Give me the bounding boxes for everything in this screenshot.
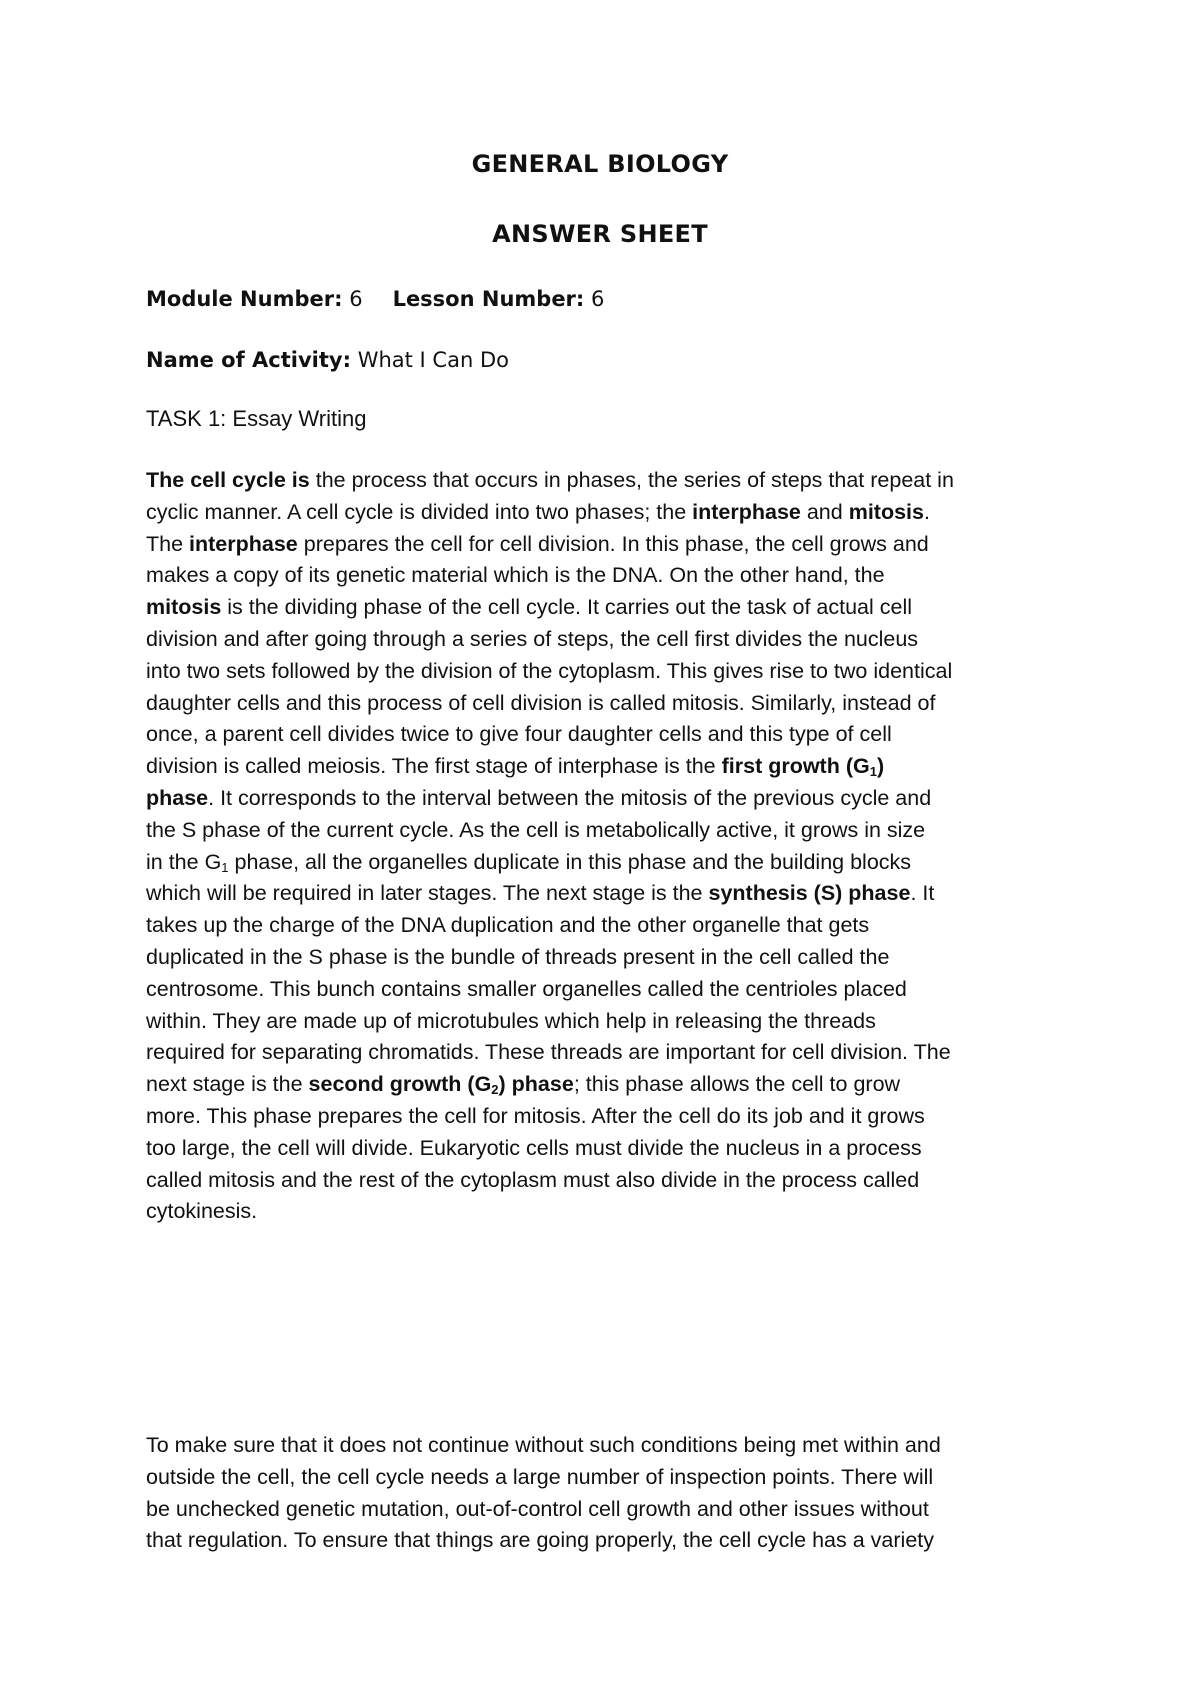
text-run: into two sets followed by the division of the cytoplasm. This gives rise to two identical bbox=[146, 658, 953, 683]
text-line bbox=[146, 624, 1066, 656]
lesson-number-label: Lesson Number: bbox=[392, 287, 585, 311]
text-line bbox=[146, 560, 1066, 592]
text-line bbox=[146, 1165, 1066, 1197]
text-run: The bbox=[146, 531, 190, 556]
text-line bbox=[146, 497, 1066, 529]
text-line bbox=[146, 751, 1066, 783]
text-line bbox=[146, 1133, 1066, 1165]
bold-text: ) bbox=[876, 754, 885, 779]
text-line bbox=[146, 878, 1066, 910]
bold-text: The cell cycle is bbox=[146, 468, 310, 492]
bold-text: mitosis bbox=[146, 595, 222, 620]
text-run: that regulation. To ensure that things are going properly, the cell cycle has a variety bbox=[146, 1528, 934, 1553]
text-run: duplicated in the S phase is the bundle of threads present in the cell called the bbox=[146, 944, 890, 969]
text-line bbox=[146, 1069, 1066, 1101]
document-title: GENERAL BIOLOGY bbox=[471, 150, 729, 178]
text-run: . It bbox=[910, 881, 935, 906]
text-run: daughter cells and this process of cell division is called mitosis. Similarly, instead of bbox=[146, 690, 936, 715]
module-lesson-line bbox=[146, 287, 604, 311]
activity-name-value: What I Can Do bbox=[357, 348, 509, 372]
text-line bbox=[146, 1494, 1066, 1526]
document-subtitle: ANSWER SHEET bbox=[492, 220, 708, 248]
text-line bbox=[146, 910, 1066, 942]
text-line bbox=[146, 688, 1066, 720]
text-run: is the dividing phase of the cell cycle. It carries out the task of actual cell bbox=[221, 595, 913, 620]
text-line bbox=[146, 942, 1066, 974]
text-line bbox=[146, 1101, 1066, 1133]
text-line bbox=[146, 1525, 1066, 1557]
text-run: centrosome. This bunch contains smaller organelles called the centrioles placed bbox=[146, 976, 907, 1001]
text-line bbox=[146, 815, 1066, 847]
text-run: within. They are made up of microtubules which help in releasing the threads bbox=[146, 1008, 876, 1033]
module-number-label: Module Number: bbox=[146, 287, 343, 311]
text-line bbox=[146, 783, 1066, 815]
text-run: cytokinesis. bbox=[146, 1199, 258, 1224]
text-line bbox=[146, 656, 1066, 688]
text-run: outside the cell, the cell cycle needs a large number of inspection points. There will bbox=[146, 1464, 934, 1489]
text-run: called mitosis and the rest of the cytoplasm must also divide in the process called bbox=[146, 1167, 920, 1192]
text-line bbox=[146, 719, 1066, 751]
activity-name-label: Name of Activity: bbox=[146, 348, 352, 372]
subscript-text: 1 bbox=[221, 859, 229, 875]
bold-text: interphase bbox=[189, 531, 298, 556]
text-run: takes up the charge of the DNA duplication and the other organelle that gets bbox=[146, 913, 870, 938]
text-run: . bbox=[923, 499, 930, 524]
text-run: cyclic manner. A cell cycle is divided into two phases; the bbox=[146, 499, 693, 524]
text-run: . It corresponds to the interval between the mitosis of the previous cycle and bbox=[208, 785, 932, 810]
text-line bbox=[146, 465, 1066, 497]
bold-text: second growth (G bbox=[308, 1072, 492, 1097]
text-run: ; this phase allows the cell to grow bbox=[573, 1072, 901, 1097]
text-run: division is called meiosis. The first stage of interphase is the bbox=[146, 754, 722, 779]
text-run: phase, all the organelles duplicate in this phase and the building blocks bbox=[228, 849, 912, 874]
text-run: the process that occurs in phases, the series of steps that repeat in bbox=[309, 468, 954, 492]
text-run: makes a copy of its genetic material which is the DNA. On the other hand, the bbox=[146, 563, 885, 588]
bold-text: mitosis bbox=[848, 499, 924, 524]
text-run: too large, the cell will divide. Eukaryotic cells must divide the nucleus in a process bbox=[146, 1135, 922, 1160]
text-run: the S phase of the current cycle. As the cell is metabolically active, it grows in size bbox=[146, 817, 926, 842]
text-line bbox=[146, 1462, 1066, 1494]
text-run: be unchecked genetic mutation, out-of-control cell growth and other issues without bbox=[146, 1496, 929, 1521]
bold-text: synthesis (S) phase bbox=[708, 881, 911, 906]
text-run: and bbox=[800, 499, 849, 524]
text-line bbox=[146, 529, 1066, 561]
essay-paragraph-2 bbox=[146, 1430, 1066, 1557]
text-line bbox=[146, 1430, 1066, 1462]
text-line bbox=[146, 1196, 1066, 1228]
task-heading: TASK 1: Essay Writing bbox=[146, 406, 367, 431]
essay-paragraph-1 bbox=[146, 465, 1066, 1228]
text-line bbox=[146, 847, 1066, 879]
text-line bbox=[146, 1006, 1066, 1038]
text-run: more. This phase prepares the cell for mitosis. After the cell do its job and it grows bbox=[146, 1103, 925, 1128]
text-run: To make sure that it does not continue without such conditions being met within and bbox=[146, 1433, 941, 1457]
activity-line bbox=[146, 348, 509, 372]
text-line bbox=[146, 1037, 1066, 1069]
module-number-value: 6 bbox=[349, 287, 363, 311]
bold-text: ) phase bbox=[498, 1072, 574, 1097]
text-line bbox=[146, 592, 1066, 624]
lesson-number-value: 6 bbox=[591, 287, 605, 311]
text-run: prepares the cell for cell division. In this phase, the cell grows and bbox=[297, 531, 929, 556]
bold-text: interphase bbox=[692, 499, 801, 524]
text-run: division and after going through a series of steps, the cell first divides the nucleus bbox=[146, 626, 919, 651]
text-run: required for separating chromatids. These threads are important for cell division. The bbox=[146, 1040, 951, 1065]
text-run: next stage is the bbox=[146, 1072, 309, 1097]
text-run: in the G bbox=[146, 849, 222, 874]
text-line bbox=[146, 974, 1066, 1006]
bold-text: first growth (G bbox=[721, 754, 870, 779]
text-run: which will be required in later stages. The next stage is the bbox=[146, 881, 709, 906]
subscript-text: 1 bbox=[869, 764, 877, 780]
subscript-text: 2 bbox=[491, 1082, 499, 1098]
bold-text: phase bbox=[146, 785, 209, 810]
text-run: once, a parent cell divides twice to give four daughter cells and this type of cell bbox=[146, 722, 892, 747]
